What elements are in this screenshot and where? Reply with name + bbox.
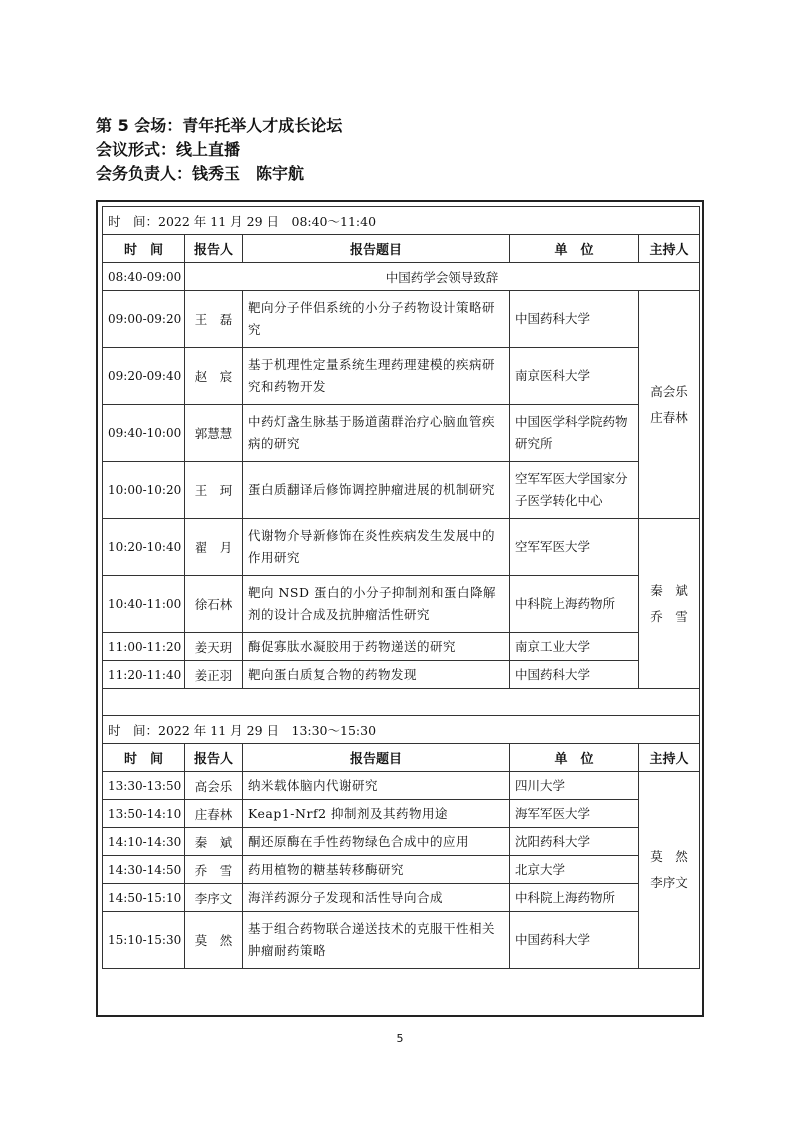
- table-row: [103, 800, 700, 828]
- col-header-time: 时 间: [103, 744, 185, 772]
- unit-cell: 空军军医大学国家分子医学转化中心: [510, 462, 639, 519]
- time-cell: 11:00-11:20: [103, 633, 185, 661]
- title-cell: 基于组合药物联合递送技术的克服干性相关肿瘤耐药策略: [243, 912, 510, 969]
- unit-cell: 北京大学: [510, 856, 639, 884]
- time-cell: 11:20-11:40: [103, 661, 185, 689]
- table-row: [103, 661, 700, 689]
- table-row: [103, 912, 700, 969]
- host-name: 高会乐: [650, 383, 688, 399]
- page-header: [96, 114, 342, 186]
- time-cell: 09:20-09:40: [103, 348, 185, 405]
- title-cell: 靶向 NSD 蛋白的小分子抑制剂和蛋白降解剂的设计合成及抗肿瘤活性研究: [243, 576, 510, 633]
- title-cell: 代谢物介导新修饰在炎性疾病发生发展中的作用研究: [243, 519, 510, 576]
- host-cell: [639, 291, 700, 519]
- opening-remarks: 中国药学会领导致辞: [185, 263, 700, 291]
- speaker-cell: 姜正羽: [185, 661, 243, 689]
- unit-cell: 沈阳药科大学: [510, 828, 639, 856]
- title-cell: 基于机理性定量系统生理药理建模的疾病研究和药物开发: [243, 348, 510, 405]
- unit-cell: 海军军医大学: [510, 800, 639, 828]
- time-cell: 09:00-09:20: [103, 291, 185, 348]
- session2-time-label: 时 间：2022 年 11 月 29 日 13:30～15:30: [103, 716, 700, 744]
- unit-cell: 中科院上海药物所: [510, 884, 639, 912]
- table-row: [103, 772, 700, 800]
- unit-cell: 中国药科大学: [510, 291, 639, 348]
- time-cell: 14:30-14:50: [103, 856, 185, 884]
- schedule-table-frame: [96, 200, 704, 1017]
- table-row: [103, 519, 700, 576]
- table-row: [103, 348, 700, 405]
- host-name: 庄春林: [650, 409, 688, 425]
- unit-cell: 空军军医大学: [510, 519, 639, 576]
- title-cell: 蛋白质翻译后修饰调控肿瘤进展的机制研究: [243, 462, 510, 519]
- col-header-speaker: 报告人: [185, 235, 243, 263]
- speaker-cell: 李序文: [185, 884, 243, 912]
- speaker-cell: 乔 雪: [185, 856, 243, 884]
- col-header-host: 主持人: [639, 744, 700, 772]
- title-cell: 海洋药源分子发现和活性导向合成: [243, 884, 510, 912]
- unit-cell: 中科院上海药物所: [510, 576, 639, 633]
- title-cell: 药用植物的糖基转移酶研究: [243, 856, 510, 884]
- speaker-cell: 徐石林: [185, 576, 243, 633]
- column-header-row: [103, 235, 700, 263]
- meeting-organizers: 会务负责人：钱秀玉 陈宇航: [96, 164, 305, 183]
- col-header-title: 报告题目: [243, 235, 510, 263]
- speaker-cell: 王 珂: [185, 462, 243, 519]
- host-name: 乔 雪: [650, 608, 688, 624]
- time-cell: 09:40-10:00: [103, 405, 185, 462]
- time-cell: 10:00-10:20: [103, 462, 185, 519]
- col-header-host: 主持人: [639, 235, 700, 263]
- page-number: 5: [396, 1032, 404, 1045]
- speaker-cell: 赵 宸: [185, 348, 243, 405]
- speaker-cell: 翟 月: [185, 519, 243, 576]
- speaker-cell: 高会乐: [185, 772, 243, 800]
- meeting-format: 会议形式：线上直播: [96, 140, 241, 159]
- col-header-unit: 单 位: [510, 235, 639, 263]
- session-divider: [103, 689, 700, 716]
- speaker-cell: 莫 然: [185, 912, 243, 969]
- speaker-cell: 郭慧慧: [185, 405, 243, 462]
- col-header-time: 时 间: [103, 235, 185, 263]
- table-row: [103, 633, 700, 661]
- host-cell: [639, 772, 700, 969]
- speaker-cell: 庄春林: [185, 800, 243, 828]
- time-cell: 14:50-15:10: [103, 884, 185, 912]
- session1-time-label: 时 间：2022 年 11 月 29 日 08:40～11:40: [103, 207, 700, 235]
- table-row: [103, 291, 700, 348]
- col-header-title: 报告题目: [243, 744, 510, 772]
- unit-cell: 中国药科大学: [510, 912, 639, 969]
- speaker-cell: 姜天玥: [185, 633, 243, 661]
- host-name: 秦 斌: [650, 582, 688, 598]
- schedule-table: [102, 206, 700, 969]
- title-cell: 靶向分子伴侣系统的小分子药物设计策略研究: [243, 291, 510, 348]
- table-row: [103, 462, 700, 519]
- title-cell: 靶向蛋白质复合物的药物发现: [243, 661, 510, 689]
- column-header-row: [103, 744, 700, 772]
- time-cell: 14:10-14:30: [103, 828, 185, 856]
- table-row: [103, 856, 700, 884]
- time-cell: 13:30-13:50: [103, 772, 185, 800]
- time-cell: 08:40-09:00: [103, 263, 185, 291]
- col-header-unit: 单 位: [510, 744, 639, 772]
- unit-cell: 南京工业大学: [510, 633, 639, 661]
- opening-row: [103, 263, 700, 291]
- title-cell: 酮还原酶在手性药物绿色合成中的应用: [243, 828, 510, 856]
- session-time-row: [103, 716, 700, 744]
- table-row: [103, 405, 700, 462]
- unit-cell: 南京医科大学: [510, 348, 639, 405]
- table-row: [103, 576, 700, 633]
- venue-title: 第 5 会场：青年托举人才成长论坛: [96, 116, 343, 135]
- unit-cell: 中国医学科学院药物研究所: [510, 405, 639, 462]
- speaker-cell: 王 磊: [185, 291, 243, 348]
- time-cell: 10:20-10:40: [103, 519, 185, 576]
- time-cell: 15:10-15:30: [103, 912, 185, 969]
- title-cell: Keap1-Nrf2 抑制剂及其药物用途: [243, 800, 510, 828]
- time-cell: 13:50-14:10: [103, 800, 185, 828]
- host-name: 李序文: [650, 875, 688, 890]
- host-cell: [639, 519, 700, 689]
- title-cell: 纳米载体脑内代谢研究: [243, 772, 510, 800]
- col-header-speaker: 报告人: [185, 744, 243, 772]
- host-name: 莫 然: [650, 849, 688, 864]
- table-row: [103, 884, 700, 912]
- session-divider-row: [103, 689, 700, 716]
- unit-cell: 中国药科大学: [510, 661, 639, 689]
- title-cell: 酶促寡肽水凝胶用于药物递送的研究: [243, 633, 510, 661]
- title-cell: 中药灯盏生脉基于肠道菌群治疗心脑血管疾病的研究: [243, 405, 510, 462]
- table-row: [103, 828, 700, 856]
- unit-cell: 四川大学: [510, 772, 639, 800]
- session-time-row: [103, 207, 700, 235]
- speaker-cell: 秦 斌: [185, 828, 243, 856]
- time-cell: 10:40-11:00: [103, 576, 185, 633]
